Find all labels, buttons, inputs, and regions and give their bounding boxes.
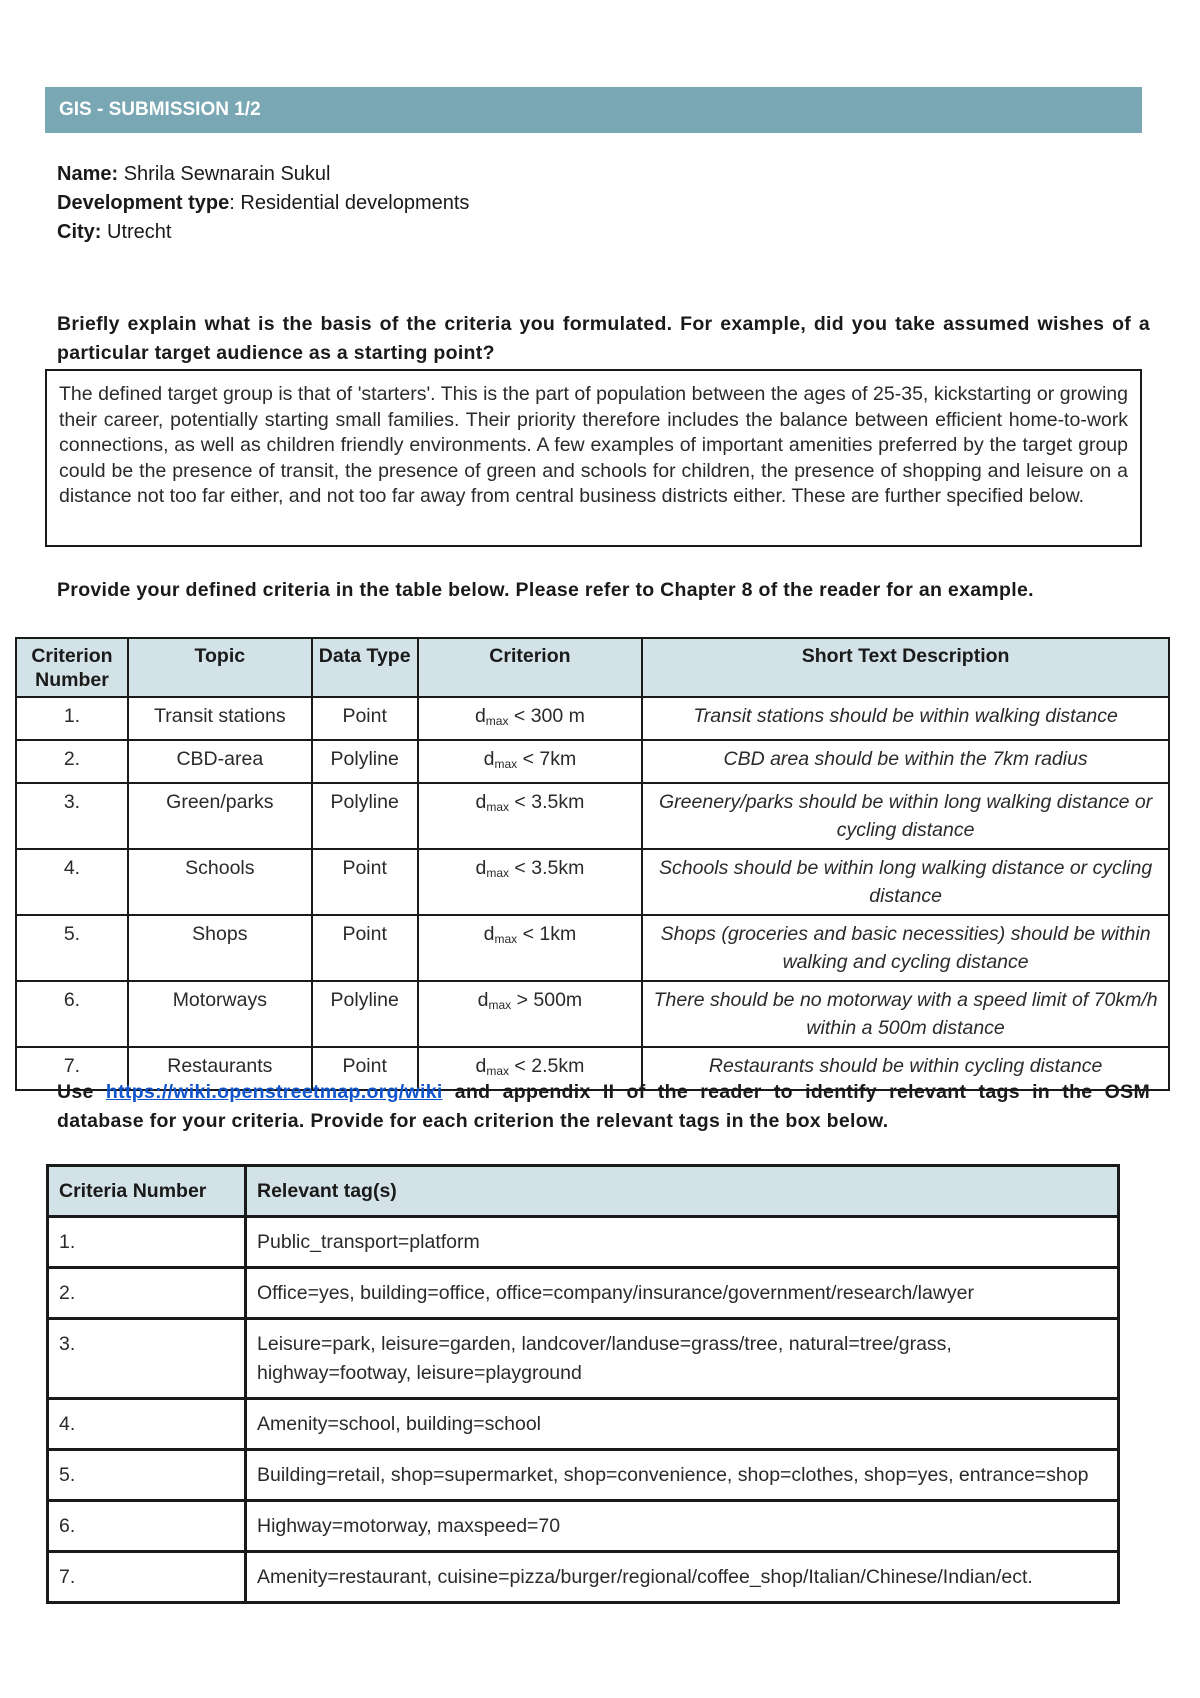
- criteria-row: [16, 849, 1169, 915]
- criterion-topic: Shops: [128, 915, 312, 981]
- criteria-table-instruction: Provide your defined criteria in the table below. Please refer to Chapter 8 of the reader for an example.: [57, 579, 1034, 601]
- tags-relevant: Public_transport=platform: [246, 1217, 1119, 1268]
- tags-relevant: Amenity=school, building=school: [246, 1399, 1119, 1450]
- criterion-description: Schools should be within long walking distance or cycling distance: [642, 849, 1169, 915]
- development-type-line: [57, 189, 469, 218]
- osm-instruction-before: Use: [57, 1081, 106, 1103]
- criterion-d: d: [477, 989, 489, 1011]
- tags-relevant: Office=yes, building=office, office=company/insurance/government/research/lawyer: [246, 1268, 1119, 1319]
- criterion-description: Transit stations should be within walking distance: [642, 697, 1169, 740]
- tags-row: [48, 1450, 1119, 1501]
- criterion-data-type: Point: [312, 697, 418, 740]
- criterion-topic: Schools: [128, 849, 312, 915]
- criterion-value: [418, 981, 643, 1047]
- col-relevant-tags: Relevant tag(s): [246, 1166, 1119, 1217]
- criterion-data-type: Point: [312, 849, 418, 915]
- criterion-condition: < 3.5km: [509, 791, 585, 813]
- city-label: City:: [57, 221, 102, 243]
- criterion-number: 6.: [16, 981, 128, 1047]
- criterion-subscript: max: [494, 757, 518, 771]
- tags-criteria-number: 3.: [48, 1319, 246, 1399]
- criterion-topic: Restaurants: [128, 1047, 312, 1090]
- criterion-condition: < 3.5km: [509, 857, 585, 879]
- osm-wiki-link[interactable]: https://wiki.openstreetmap.org/wiki: [105, 1081, 443, 1103]
- criterion-description: Restaurants should be within cycling distance: [642, 1047, 1169, 1090]
- criterion-value: [418, 849, 643, 915]
- tags-criteria-number: 7.: [48, 1552, 246, 1603]
- criterion-d: d: [475, 857, 487, 879]
- criteria-table: [15, 637, 1170, 1091]
- tags-row: [48, 1319, 1119, 1399]
- criterion-data-type: Polyline: [312, 740, 418, 783]
- col-description: Short Text Description: [642, 638, 1169, 697]
- criterion-d: d: [483, 923, 495, 945]
- criterion-subscript: max: [486, 1064, 510, 1078]
- tags-row: [48, 1552, 1119, 1603]
- criteria-row: [16, 783, 1169, 849]
- criteria-basis-answer: The defined target group is that of 'starters'. This is the part of population between the ages of 25-35, kickstarting or growing their career, potentially starting small families. Their priority therefore includes the balance between efficient home-to-work connections, as well as children friendly environments. A few examples of important amenities preferred by the target group could be the presence of transit, the presence of green and schools for children, the presence of shopping and leisure on a distance not too far either, and not too far away from central business districts either. These are further specified below.: [45, 369, 1142, 547]
- tags-criteria-number: 4.: [48, 1399, 246, 1450]
- osm-tags-instruction: [57, 1078, 1150, 1136]
- criterion-d: d: [475, 1055, 487, 1077]
- criterion-value: [418, 783, 643, 849]
- city-value: Utrecht: [101, 221, 172, 243]
- col-criterion: Criterion: [418, 638, 643, 697]
- submission-header: [45, 87, 1142, 133]
- criterion-data-type: Point: [312, 915, 418, 981]
- student-info: [57, 160, 469, 247]
- criterion-data-type: Polyline: [312, 783, 418, 849]
- criterion-subscript: max: [488, 998, 512, 1012]
- criterion-data-type: Polyline: [312, 981, 418, 1047]
- criterion-description: There should be no motorway with a speed limit of 70km/h within a 500m distance: [642, 981, 1169, 1047]
- criterion-subscript: max: [494, 932, 518, 946]
- tags-criteria-number: 5.: [48, 1450, 246, 1501]
- tags-header-row: [48, 1166, 1119, 1217]
- criterion-number: 5.: [16, 915, 128, 981]
- tags-criteria-number: 6.: [48, 1501, 246, 1552]
- criterion-condition: < 300 m: [508, 705, 585, 727]
- criterion-subscript: max: [485, 714, 509, 728]
- criterion-description: CBD area should be within the 7km radius: [642, 740, 1169, 783]
- tags-criteria-number: 1.: [48, 1217, 246, 1268]
- tags-criteria-number: 2.: [48, 1268, 246, 1319]
- col-topic: Topic: [128, 638, 312, 697]
- development-type-value: : Residential developments: [229, 192, 470, 214]
- header-title: GIS - SUBMISSION 1/2: [59, 99, 261, 120]
- city-line: [57, 218, 469, 247]
- criterion-condition: < 2.5km: [509, 1055, 585, 1077]
- criteria-row: [16, 697, 1169, 740]
- criterion-description: Greenery/parks should be within long walking distance or cycling distance: [642, 783, 1169, 849]
- tags-table: [46, 1164, 1120, 1604]
- criterion-topic: CBD-area: [128, 740, 312, 783]
- criterion-condition: < 7km: [517, 748, 577, 770]
- name-label: Name:: [57, 163, 119, 185]
- criteria-header-row: [16, 638, 1169, 697]
- criterion-d: d: [475, 791, 487, 813]
- tags-row: [48, 1399, 1119, 1450]
- tags-relevant: Building=retail, shop=supermarket, shop=convenience, shop=clothes, shop=yes, entrance=shop: [246, 1450, 1119, 1501]
- tags-relevant: Leisure=park, leisure=garden, landcover/landuse=grass/tree, natural=tree/grass, highway=footway, leisure=playground: [246, 1319, 1119, 1399]
- criterion-data-type: Point: [312, 1047, 418, 1090]
- criterion-number: 7.: [16, 1047, 128, 1090]
- col-criteria-number: Criteria Number: [48, 1166, 246, 1217]
- tags-relevant: Highway=motorway, maxspeed=70: [246, 1501, 1119, 1552]
- col-criterion-number: Criterion Number: [16, 638, 128, 697]
- criterion-description: Shops (groceries and basic necessities) should be within walking and cycling distance: [642, 915, 1169, 981]
- criterion-topic: Motorways: [128, 981, 312, 1047]
- criterion-value: [418, 740, 643, 783]
- criterion-value: [418, 915, 643, 981]
- criterion-value: [418, 697, 643, 740]
- criteria-row: [16, 740, 1169, 783]
- criterion-number: 2.: [16, 740, 128, 783]
- criterion-topic: Transit stations: [128, 697, 312, 740]
- tags-row: [48, 1268, 1119, 1319]
- criterion-subscript: max: [486, 800, 510, 814]
- osm-instruction-after: and appendix II of the reader to identify relevant tags in the OSM database for your criteria. Provide for each criterion the relevant tags in the box below.: [57, 1081, 1150, 1132]
- criterion-d: d: [483, 748, 495, 770]
- name-value: Shrila Sewnarain Sukul: [118, 163, 331, 185]
- criteria-basis-question: Briefly explain what is the basis of the criteria you formulated. For example, did you take assumed wishes of a particular target audience as a starting point?: [57, 313, 1150, 364]
- tags-relevant: Amenity=restaurant, cuisine=pizza/burger/regional/coffee_shop/Italian/Chinese/Indian/ect.: [246, 1552, 1119, 1603]
- criterion-number: 3.: [16, 783, 128, 849]
- criteria-row: [16, 981, 1169, 1047]
- criterion-d: d: [474, 705, 486, 727]
- col-data-type: Data Type: [312, 638, 418, 697]
- criterion-subscript: max: [486, 866, 510, 880]
- criterion-condition: > 500m: [511, 989, 583, 1011]
- development-type-label: Development type: [57, 192, 230, 214]
- criterion-number: 1.: [16, 697, 128, 740]
- criterion-number: 4.: [16, 849, 128, 915]
- name-line: [57, 160, 469, 189]
- criterion-condition: < 1km: [517, 923, 577, 945]
- criterion-topic: Green/parks: [128, 783, 312, 849]
- tags-row: [48, 1217, 1119, 1268]
- tags-row: [48, 1501, 1119, 1552]
- criteria-row: [16, 915, 1169, 981]
